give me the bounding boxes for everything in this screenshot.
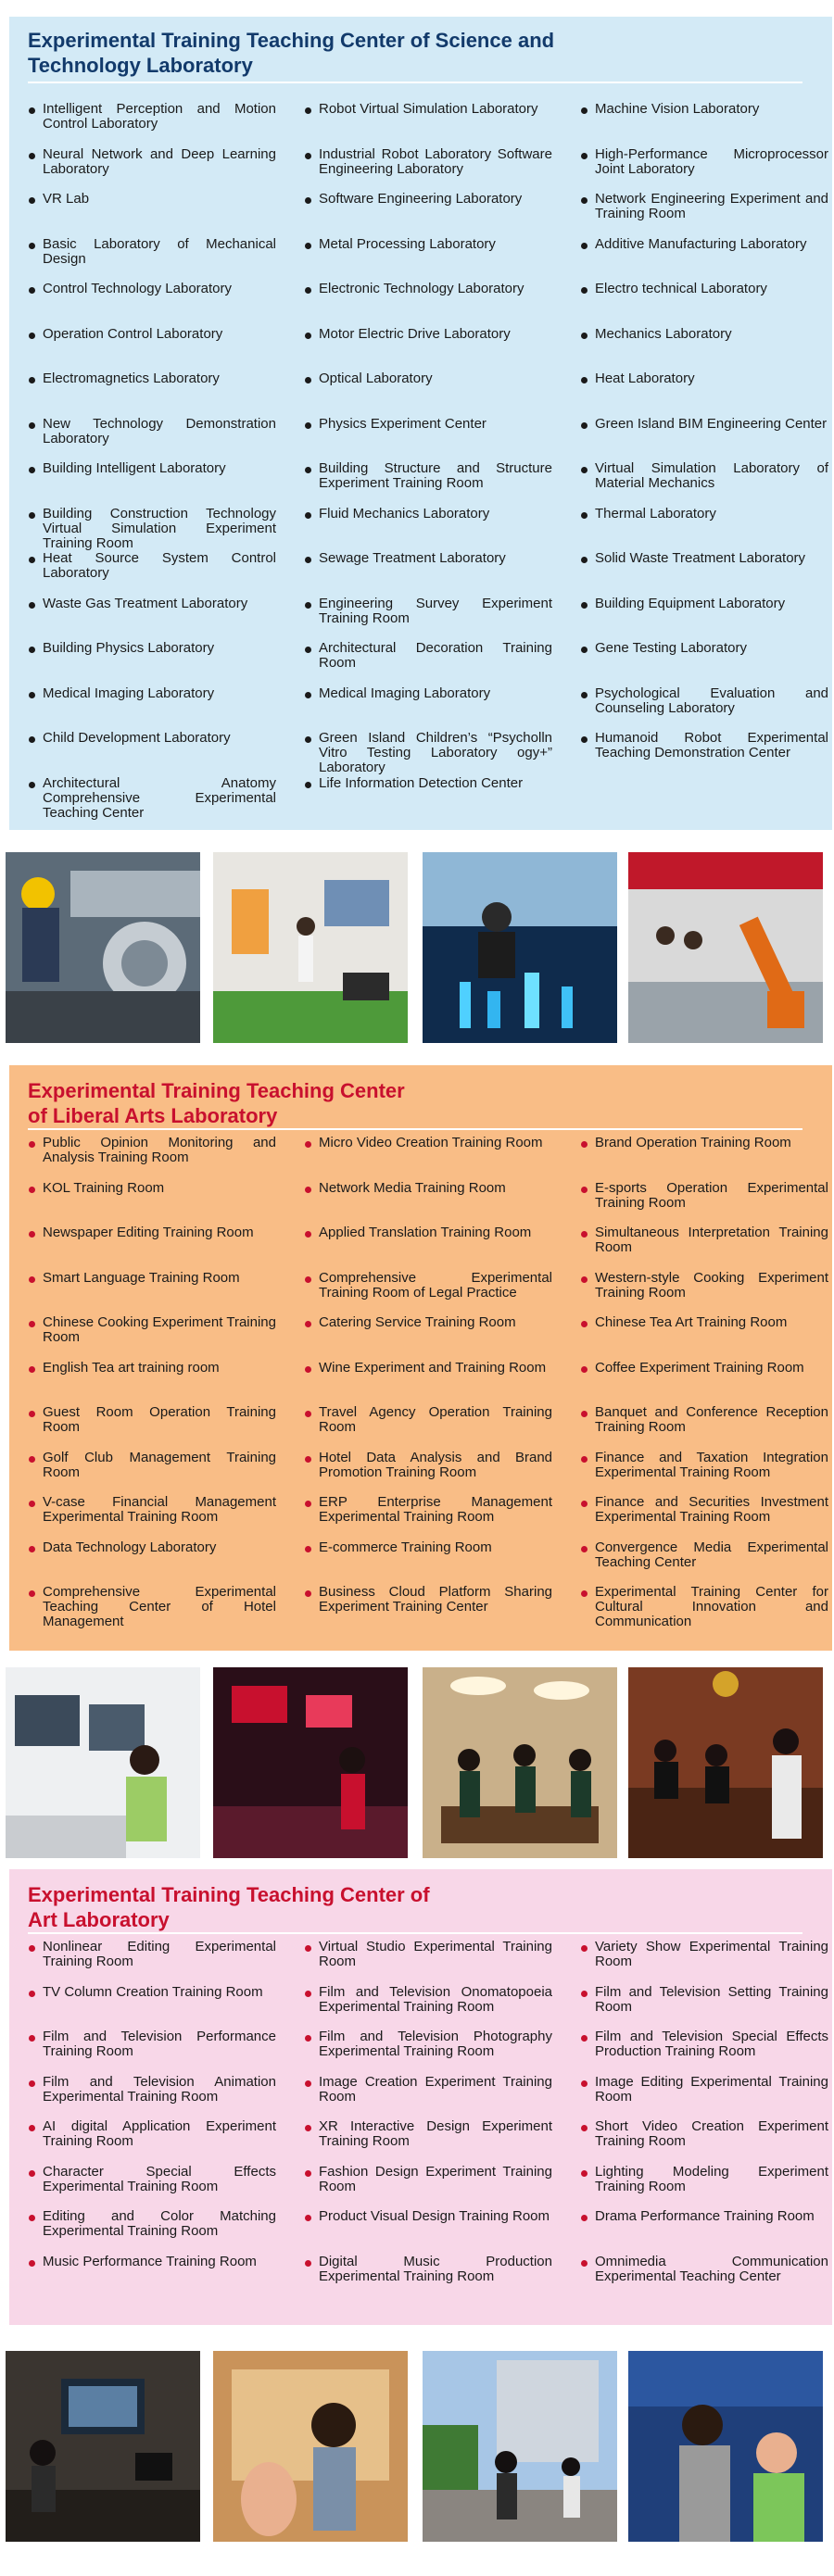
moot-court-photo xyxy=(628,1667,823,1858)
lab-list-item: VR Lab xyxy=(26,192,276,237)
lab-list-item: Electronic Technology Laboratory xyxy=(302,282,552,327)
lab-list-item: Engineering Survey Experiment Training Room xyxy=(302,597,552,642)
lab-list-item: Film and Television Onomatopoeia Experimental Training Room xyxy=(302,1985,552,2030)
lab-list-item: Chinese Cooking Experiment Training Room xyxy=(26,1315,276,1361)
lab-list-item: Comprehensive Experimental Teaching Center of Hotel Management xyxy=(26,1585,276,1630)
science-column-1 xyxy=(26,102,276,821)
lab-list-item: Chinese Tea Art Training Room xyxy=(578,1315,828,1361)
lab-list-item: Building Structure and Structure Experiment Training Room xyxy=(302,461,552,507)
lab-list-item: Character Special Effects Experimental Training Room xyxy=(26,2165,276,2210)
lab-list-item: Short Video Creation Experiment Training Room xyxy=(578,2119,828,2165)
lab-list-item: E-sports Operation Experimental Training Room xyxy=(578,1181,828,1226)
lab-list-item: Virtual Studio Experimental Training Room xyxy=(302,1940,552,1985)
lab-list-item: Guest Room Operation Training Room xyxy=(26,1405,276,1451)
lab-list-item: Additive Manufacturing Laboratory xyxy=(578,237,828,283)
lab-list-item: Optical Laboratory xyxy=(302,371,552,417)
lab-list-item: Image Editing Experimental Training Room xyxy=(578,2075,828,2120)
makeup-training-photo xyxy=(628,2351,823,2542)
lab-list-item: KOL Training Room xyxy=(26,1181,276,1226)
outdoor-film-shoot-photo xyxy=(423,2351,617,2542)
lab-list-item: E-commerce Training Room xyxy=(302,1540,552,1586)
liberal-column-2 xyxy=(302,1136,552,1630)
liberal-arts-photo-strip xyxy=(6,1667,828,1858)
lab-list-item: Building Equipment Laboratory xyxy=(578,597,828,642)
lab-list-item: Heat Source System Control Laboratory xyxy=(26,551,276,597)
media-studio-photo xyxy=(213,1667,408,1858)
lab-list-item: Network Engineering Experiment and Training Room xyxy=(578,192,828,237)
lab-list-item: Film and Television Performance Training Room xyxy=(26,2029,276,2075)
lab-list-item: Electromagnetics Laboratory xyxy=(26,371,276,417)
lab-list-item: Motor Electric Drive Laboratory xyxy=(302,327,552,372)
industrial-robot-arm-photo xyxy=(628,852,823,1043)
lab-list-item: Finance and Taxation Integration Experimental Training Room xyxy=(578,1451,828,1496)
lab-list-item: Machine Vision Laboratory xyxy=(578,102,828,147)
art-column-3 xyxy=(578,1940,828,2299)
section-divider xyxy=(28,1932,802,1934)
lab-list-item: Finance and Securities Investment Experimental Training Room xyxy=(578,1495,828,1540)
lab-list-item: Golf Club Management Training Room xyxy=(26,1451,276,1496)
science-photo-strip xyxy=(6,852,828,1043)
lab-list-item: Green Island BIM Engineering Center xyxy=(578,417,828,462)
lab-list-item: Comprehensive Experimental Training Room of Legal Practice xyxy=(302,1271,552,1316)
lab-list-item: Building Construction Technology Virtual Simulation Experiment Training Room xyxy=(26,507,276,552)
students-in-lab-hall-photo xyxy=(213,852,408,1043)
film-camera-crew-photo xyxy=(6,2351,200,2542)
art-column-2 xyxy=(302,1940,552,2299)
lab-list-item: Film and Television Photography Experimental Training Room xyxy=(302,2029,552,2075)
engineer-at-machinery-photo xyxy=(6,852,200,1043)
lab-list-item: Neural Network and Deep Learning Laboratory xyxy=(26,147,276,193)
liberal-column-1 xyxy=(26,1136,276,1630)
lab-list-item: Convergence Media Experimental Teaching Center xyxy=(578,1540,828,1586)
lab-list-item: Applied Translation Training Room xyxy=(302,1225,552,1271)
lab-list-item: Coffee Experiment Training Room xyxy=(578,1361,828,1406)
lab-list-item: Robot Virtual Simulation Laboratory xyxy=(302,102,552,147)
science-column-3 xyxy=(578,102,828,776)
section-divider xyxy=(28,82,802,83)
lab-list-item: Heat Laboratory xyxy=(578,371,828,417)
lab-list-item: XR Interactive Design Experiment Training Room xyxy=(302,2119,552,2165)
lab-list-item: Music Performance Training Room xyxy=(26,2255,276,2300)
lab-list-item: New Technology Demonstration Laboratory xyxy=(26,417,276,462)
lab-list-item: Sewage Treatment Laboratory xyxy=(302,551,552,597)
lab-list-item: Building Physics Laboratory xyxy=(26,641,276,686)
lab-list-item: High-Performance Microprocessor Joint Laboratory xyxy=(578,147,828,193)
lab-list-item: Hotel Data Analysis and Brand Promotion Training Room xyxy=(302,1451,552,1496)
vr-city-model-photo xyxy=(423,852,617,1043)
lab-list-item: ERP Enterprise Management Experimental Training Room xyxy=(302,1495,552,1540)
lab-list-item: Digital Music Production Experimental Training Room xyxy=(302,2255,552,2300)
science-lab-section xyxy=(9,17,832,830)
lab-list-item: Humanoid Robot Experimental Teaching Demonstration Center xyxy=(578,731,828,776)
lab-list-item: Catering Service Training Room xyxy=(302,1315,552,1361)
lab-list-item: TV Column Creation Training Room xyxy=(26,1985,276,2030)
lab-list-item: Electro technical Laboratory xyxy=(578,282,828,327)
lab-list-item: Solid Waste Treatment Laboratory xyxy=(578,551,828,597)
lab-list-item: Intelligent Perception and Motion Control Laboratory xyxy=(26,102,276,147)
lab-list-item: Building Intelligent Laboratory xyxy=(26,461,276,507)
art-column-1 xyxy=(26,1940,276,2299)
lab-list-item: Data Technology Laboratory xyxy=(26,1540,276,1586)
lab-list-item: Editing and Color Matching Experimental Training Room xyxy=(26,2209,276,2255)
lab-list-item: Smart Language Training Room xyxy=(26,1271,276,1316)
lab-list-item: Travel Agency Operation Training Room xyxy=(302,1405,552,1451)
lab-list-item: Lighting Modeling Experiment Training Room xyxy=(578,2165,828,2210)
lab-list-item: Nonlinear Editing Experimental Training Room xyxy=(26,1940,276,1985)
lab-list-item: Basic Laboratory of Mechanical Design xyxy=(26,237,276,283)
lab-list-item: Architectural Anatomy Comprehensive Experimental Teaching Center xyxy=(26,776,276,822)
lab-list-item: Product Visual Design Training Room xyxy=(302,2209,552,2255)
art-photo-strip xyxy=(6,2351,828,2542)
lab-list-item: Banquet and Conference Reception Training Room xyxy=(578,1405,828,1451)
lab-list-item: Psychological Evaluation and Counseling Laboratory xyxy=(578,686,828,732)
lab-list-item: Image Creation Experiment Training Room xyxy=(302,2075,552,2120)
liberal-column-3 xyxy=(578,1136,828,1630)
lab-list-item: V-case Financial Management Experimental Training Room xyxy=(26,1495,276,1540)
lab-list-item: Experimental Training Center for Cultural Innovation and Communication xyxy=(578,1585,828,1630)
lab-list-item: Western-style Cooking Experiment Training Room xyxy=(578,1271,828,1316)
lab-list-item: Software Engineering Laboratory xyxy=(302,192,552,237)
lab-list-item: Medical Imaging Laboratory xyxy=(302,686,552,732)
lab-list-item: Metal Processing Laboratory xyxy=(302,237,552,283)
lab-list-item: English Tea art training room xyxy=(26,1361,276,1406)
lab-list-item: AI digital Application Experiment Training Room xyxy=(26,2119,276,2165)
liberal-arts-section-title: Experimental Training Teaching Center of Liberal Arts Laboratory xyxy=(28,1079,405,1127)
art-section-title: Experimental Training Teaching Center of Art Laboratory xyxy=(28,1883,430,1931)
lab-list-item: Film and Television Special Effects Production Training Room xyxy=(578,2029,828,2075)
lab-list-item: Simultaneous Interpretation Training Room xyxy=(578,1225,828,1271)
lab-list-item: Film and Television Animation Experimental Training Room xyxy=(26,2075,276,2120)
science-section-title: Experimental Training Teaching Center of Science and Technology Laboratory xyxy=(28,29,555,77)
science-column-2 xyxy=(302,102,552,821)
lab-list-item: Operation Control Laboratory xyxy=(26,327,276,372)
students-at-computers-photo xyxy=(6,1667,200,1858)
lab-list-item: Architectural Decoration Training Room xyxy=(302,641,552,686)
lab-list-item: Film and Television Setting Training Room xyxy=(578,1985,828,2030)
lab-list-item: Industrial Robot Laboratory Software Engineering Laboratory xyxy=(302,147,552,193)
lab-list-item: Omnimedia Communication Experimental Teaching Center xyxy=(578,2255,828,2300)
section-divider xyxy=(28,1128,802,1130)
lab-list-item: Gene Testing Laboratory xyxy=(578,641,828,686)
lab-list-item: Business Cloud Platform Sharing Experiment Training Center xyxy=(302,1585,552,1630)
lab-list-item: Green Island Children’s “Psycholln Vitro Testing Laboratory ogy+” Laboratory xyxy=(302,731,552,776)
lab-list-item: Network Media Training Room xyxy=(302,1181,552,1226)
lab-list-item: Child Development Laboratory xyxy=(26,731,276,776)
lab-list-item: Brand Operation Training Room xyxy=(578,1136,828,1181)
lab-list-item: Wine Experiment and Training Room xyxy=(302,1361,552,1406)
lab-list-item: Medical Imaging Laboratory xyxy=(26,686,276,732)
lab-list-item: Fluid Mechanics Laboratory xyxy=(302,507,552,552)
tea-art-class-photo xyxy=(423,1667,617,1858)
lab-list-item: Waste Gas Treatment Laboratory xyxy=(26,597,276,642)
singer-recording-photo xyxy=(213,2351,408,2542)
lab-list-item: Micro Video Creation Training Room xyxy=(302,1136,552,1181)
lab-list-item: Newspaper Editing Training Room xyxy=(26,1225,276,1271)
lab-list-item: Life Information Detection Center xyxy=(302,776,552,822)
lab-list-item: Variety Show Experimental Training Room xyxy=(578,1940,828,1985)
lab-list-item: Physics Experiment Center xyxy=(302,417,552,462)
art-lab-section xyxy=(9,1869,832,2325)
lab-list-item: Virtual Simulation Laboratory of Material Mechanics xyxy=(578,461,828,507)
lab-list-item: Public Opinion Monitoring and Analysis Training Room xyxy=(26,1136,276,1181)
lab-list-item: Thermal Laboratory xyxy=(578,507,828,552)
liberal-arts-lab-section xyxy=(9,1065,832,1651)
lab-list-item: Drama Performance Training Room xyxy=(578,2209,828,2255)
lab-list-item: Mechanics Laboratory xyxy=(578,327,828,372)
lab-list-item: Fashion Design Experiment Training Room xyxy=(302,2165,552,2210)
lab-list-item: Control Technology Laboratory xyxy=(26,282,276,327)
